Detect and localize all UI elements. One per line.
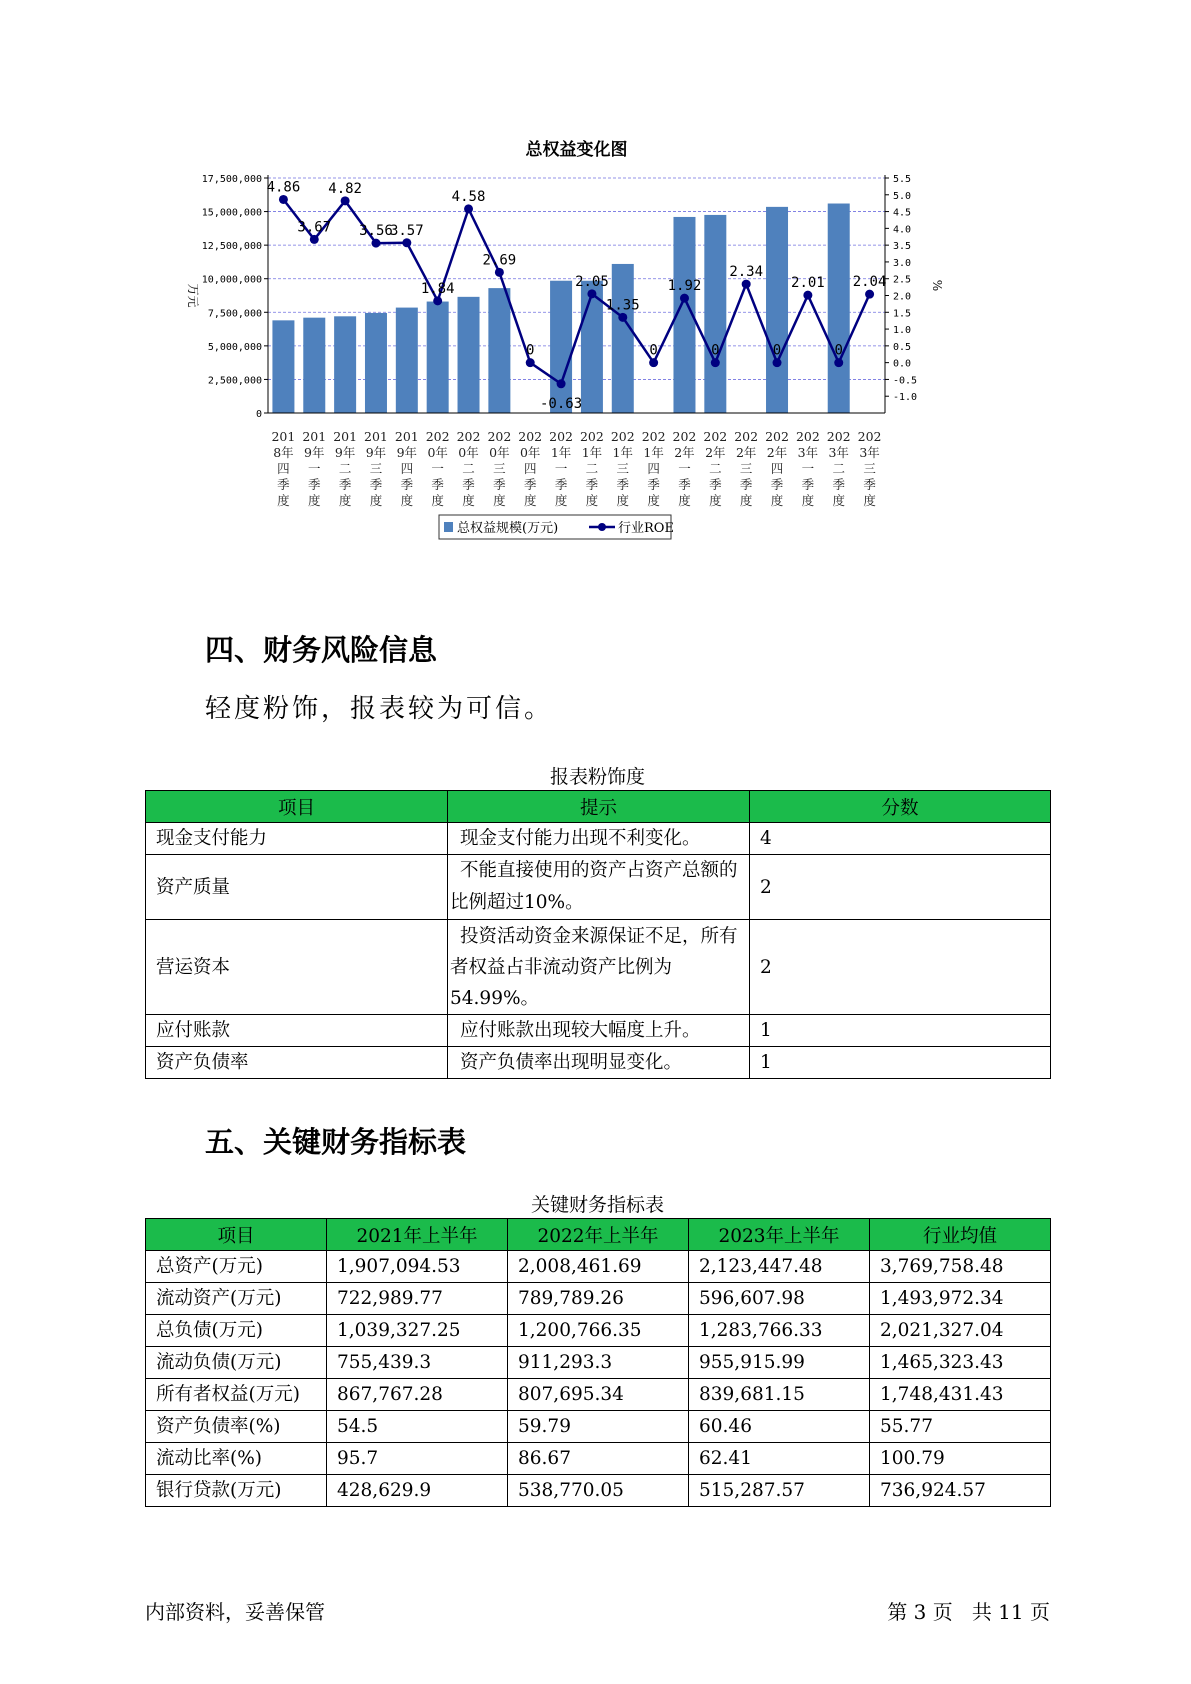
indicator-value: 1,907,094.53 [327,1251,508,1283]
table-row [146,1047,1051,1079]
roe-data-label: 1.35 [605,297,640,314]
legend-bar-label: 总权益规模(万元) [457,521,559,536]
roe-point [711,358,720,367]
roe-data-label: 2.05 [575,273,609,290]
x-tick-label: 四 [523,461,537,476]
indicator-value: 2,021,327.04 [870,1315,1051,1347]
x-tick-label: 季 [585,477,599,492]
header-2022h1: 2022年上半年 [508,1219,689,1251]
x-tick-label: 度 [554,493,568,508]
section5-title: 五、关键财务指标表 [205,1125,467,1159]
indicator-value: 60.46 [689,1411,870,1443]
bar [766,207,788,413]
x-tick-label: 二 [585,461,599,476]
x-tick-label: 202 [579,429,604,444]
indicator-table-caption: 关键财务指标表 [530,1194,664,1216]
header-score: 分数 [750,791,1051,823]
header-item: 项目 [146,1219,327,1251]
x-tick-label: 度 [369,493,383,508]
x-tick-label: 四 [770,461,784,476]
roe-data-label: 3.67 [297,219,332,236]
indicator-value: 911,293.3 [508,1347,689,1379]
roe-data-label: 0 [772,342,782,359]
x-tick-label: 202 [456,429,481,444]
x-tick-label: 三 [863,461,876,476]
footer-note: 内部资料，妥善保管 [145,1600,325,1624]
table-row [146,1443,1051,1475]
y-tick-label: 7,500,000 [207,308,262,320]
y2-tick-label: 5.5 [893,174,912,185]
x-tick-label: 202 [610,429,635,444]
roe-point [495,268,504,277]
y2-tick-label: 0.5 [893,341,912,353]
indicator-value: 1,200,766.35 [508,1315,689,1347]
y2-tick-label: 3.5 [893,241,912,253]
roe-point [680,294,689,303]
y2-tick-label: 3.0 [893,257,912,269]
x-tick-label: 2年 [766,445,788,460]
x-tick-label: 度 [801,493,815,508]
total-equity-chart [175,135,1015,595]
y-axis-label: 万元 [186,283,200,308]
indicator-value: 722,989.77 [327,1283,508,1315]
roe-data-label: 1.84 [420,280,455,297]
table-row [146,1015,1051,1047]
x-tick-label: 季 [770,477,784,492]
roe-point [834,358,843,367]
risk-hint: 投资活动资金来源保证不足，所有者权益占非流动资产比例为54.99%。 [448,920,750,1015]
indicator-name: 所有者权益(万元) [146,1379,327,1411]
x-tick-label: 201 [333,429,358,444]
x-tick-label: 季 [369,477,383,492]
roe-point [310,235,319,244]
x-tick-label: 度 [832,493,845,508]
bar [612,264,634,413]
x-tick-label: 季 [523,477,537,492]
x-tick-label: 度 [585,493,599,508]
bar [272,320,294,413]
risk-item: 资产质量 [146,855,448,920]
x-tick-label: 三 [493,461,506,476]
risk-item: 现金支付能力 [146,823,448,855]
x-tick-label: 二 [709,461,722,476]
x-tick-label: 度 [338,493,352,508]
indicator-value: 1,493,972.34 [870,1283,1051,1315]
x-tick-label: 度 [647,493,660,508]
y-tick-label: 5,000,000 [207,341,262,353]
roe-point [649,358,658,367]
roe-point [279,195,288,204]
legend-bar-swatch [444,522,453,532]
indicator-value: 2,008,461.69 [508,1251,689,1283]
x-tick-label: 度 [770,493,784,508]
x-tick-label: 度 [277,493,290,508]
indicator-value: 1,465,323.43 [870,1347,1051,1379]
roe-data-label: 0 [834,342,843,359]
x-tick-label: 201 [302,429,327,444]
section4-title: 四、财务风险信息 [205,633,438,667]
x-tick-label: 季 [493,477,506,492]
x-tick-label: 一 [431,461,444,476]
x-tick-label: 202 [857,429,882,444]
risk-table [145,790,1051,1079]
roe-data-label: 0 [526,342,535,359]
roe-data-label: 0 [711,342,720,359]
risk-table-header [146,791,1051,823]
bar [550,281,572,413]
x-tick-label: 2年 [705,445,726,460]
x-tick-label: 9年 [396,445,418,460]
y2-tick-label: 4.5 [893,207,912,219]
header-2023h1: 2023年上半年 [689,1219,870,1251]
roe-data-label: 2.34 [729,264,764,281]
risk-hint: 现金支付能力出现不利变化。 [448,823,750,855]
x-tick-label: 度 [616,493,630,508]
risk-score: 2 [750,855,1051,920]
indicator-value: 839,681.15 [689,1379,870,1411]
y2-tick-label: -1.0 [893,392,918,404]
roe-point [742,280,751,289]
bar [427,302,449,413]
x-tick-label: 二 [832,461,845,476]
y2-tick-label: 4.0 [893,224,912,236]
indicator-value: 54.5 [327,1411,508,1443]
x-tick-label: 1年 [612,445,634,460]
x-tick-label: 9年 [304,445,325,460]
x-tick-label: 1年 [581,445,603,460]
legend-line-label: 行业ROE [618,521,674,536]
x-tick-label: 季 [678,477,691,492]
roe-data-label: 0 [649,342,658,359]
x-tick-label: 0年 [458,445,479,460]
indicator-name: 资产负债率(%) [146,1411,327,1443]
x-tick-label: 202 [672,429,697,444]
risk-summary: 轻度粉饰，报表较为可信。 [205,694,554,724]
x-tick-label: 四 [277,461,290,476]
x-tick-label: 度 [400,493,414,508]
x-tick-label: 3年 [859,445,880,460]
x-tick-label: 1年 [643,445,664,460]
bar [396,308,418,413]
table-row [146,855,1051,920]
x-tick-label: 1年 [550,445,572,460]
indicator-value: 1,283,766.33 [689,1315,870,1347]
roe-point [865,290,874,299]
y2-axis-label: % [930,279,944,292]
x-tick-label: 季 [462,477,475,492]
x-tick-label: 季 [863,477,876,492]
risk-hint: 资产负债率出现明显变化。 [448,1047,750,1079]
x-tick-label: 度 [431,493,444,508]
x-tick-label: 季 [709,477,722,492]
indicator-value: 736,924.57 [870,1475,1051,1507]
x-tick-label: 季 [554,477,568,492]
risk-table-caption: 报表粉饰度 [549,766,645,788]
x-tick-label: 季 [431,477,444,492]
x-tick-label: 四 [400,461,414,476]
x-tick-label: 2年 [735,445,757,460]
roe-point [618,313,627,322]
indicator-value: 86.67 [508,1443,689,1475]
x-tick-label: 四 [647,461,660,476]
header-industry-avg: 行业均值 [870,1219,1051,1251]
y-tick-label: 17,500,000 [201,174,262,185]
x-tick-label: 202 [795,429,820,444]
x-tick-label: 202 [703,429,728,444]
table-row [146,1411,1051,1443]
x-tick-label: 202 [487,429,512,444]
risk-score: 2 [750,920,1051,1015]
x-tick-label: 度 [493,493,506,508]
table-row [146,823,1051,855]
table-row [146,1347,1051,1379]
x-tick-label: 9年 [334,445,356,460]
indicator-value: 596,607.98 [689,1283,870,1315]
x-tick-label: 2年 [674,445,695,460]
x-tick-label: 季 [308,477,321,492]
roe-point [464,204,473,213]
roe-point [803,291,812,300]
x-tick-label: 季 [801,477,815,492]
roe-data-label: 4.86 [266,179,301,196]
indicator-value: 2,123,447.48 [689,1251,870,1283]
indicator-value: 955,915.99 [689,1347,870,1379]
y-tick-label: 2,500,000 [207,375,262,387]
indicator-value: 807,695.34 [508,1379,689,1411]
roe-point [557,379,566,388]
x-tick-label: 度 [462,493,475,508]
roe-point [587,289,596,298]
indicator-name: 流动负债(万元) [146,1347,327,1379]
bar [303,318,325,413]
indicator-name: 总负债(万元) [146,1315,327,1347]
header-hint: 提示 [448,791,750,823]
x-tick-label: 度 [863,493,876,508]
risk-item: 营运资本 [146,920,448,1015]
roe-point [433,296,442,305]
indicator-name: 流动资产(万元) [146,1283,327,1315]
indicator-value: 100.79 [870,1443,1051,1475]
x-tick-label: 一 [554,461,568,476]
x-tick-label: 202 [734,429,759,444]
x-tick-label: 201 [394,429,419,444]
indicator-table-header [146,1219,1051,1251]
x-tick-label: 202 [425,429,450,444]
indicator-value: 1,748,431.43 [870,1379,1051,1411]
indicator-value: 62.41 [689,1443,870,1475]
bar [334,316,356,413]
roe-point [341,196,350,205]
indicator-value: 95.7 [327,1443,508,1475]
x-tick-label: 二 [338,461,352,476]
x-tick-label: 3年 [797,445,819,460]
x-tick-label: 三 [739,461,753,476]
chart-title: 总权益变化图 [525,140,628,160]
x-tick-label: 度 [678,493,691,508]
roe-point [402,238,411,247]
y2-tick-label: 1.0 [893,325,912,337]
table-row [146,1475,1051,1507]
bar [704,215,726,413]
indicator-table [145,1218,1051,1507]
x-tick-label: 0年 [427,445,448,460]
table-row [146,1251,1051,1283]
x-tick-label: 季 [616,477,630,492]
indicator-value: 1,039,327.25 [327,1315,508,1347]
legend-line-marker [598,523,606,531]
x-tick-label: 度 [709,493,722,508]
x-tick-label: 8年 [273,445,294,460]
roe-data-label: 3.57 [389,222,424,239]
x-tick-label: 二 [462,461,475,476]
y2-tick-label: 2.0 [893,291,912,303]
y2-tick-label: 0.0 [893,358,912,370]
indicator-value: 515,287.57 [689,1475,870,1507]
x-tick-label: 度 [523,493,537,508]
y-tick-label: 0 [255,409,262,420]
x-tick-label: 一 [678,461,691,476]
indicator-value: 3,769,758.48 [870,1251,1051,1283]
table-row [146,1379,1051,1411]
header-item: 项目 [146,791,448,823]
x-tick-label: 季 [832,477,845,492]
roe-point [371,239,380,248]
roe-data-label: 3.56 [359,223,393,240]
indicator-value: 538,770.05 [508,1475,689,1507]
y-tick-label: 10,000,000 [201,274,262,286]
roe-data-label: 4.58 [451,188,486,205]
roe-data-label: 2.01 [791,275,825,292]
x-tick-label: 季 [400,477,414,492]
x-tick-label: 一 [308,461,321,476]
page-number: 第 3 页 共 11 页 [887,1600,1050,1624]
x-tick-label: 0年 [489,445,510,460]
x-tick-label: 三 [369,461,383,476]
roe-point [773,358,782,367]
header-2021h1: 2021年上半年 [327,1219,508,1251]
x-tick-label: 0年 [519,445,541,460]
x-tick-label: 3年 [828,445,849,460]
x-tick-label: 季 [338,477,352,492]
bar [488,288,510,413]
y-tick-label: 12,500,000 [201,241,262,253]
indicator-value: 55.77 [870,1411,1051,1443]
indicator-value: 867,767.28 [327,1379,508,1411]
x-tick-label: 202 [549,429,574,444]
bar [828,204,850,413]
table-row [146,1283,1051,1315]
x-tick-label: 季 [739,477,753,492]
x-tick-label: 一 [801,461,815,476]
roe-data-label: -0.63 [539,395,583,412]
x-tick-label: 9年 [365,445,387,460]
indicator-name: 流动比率(%) [146,1443,327,1475]
bar [365,313,387,413]
indicator-value: 789,789.26 [508,1283,689,1315]
table-row [146,1315,1051,1347]
x-tick-label: 202 [765,429,789,444]
x-tick-label: 201 [364,429,388,444]
risk-score: 1 [750,1047,1051,1079]
x-tick-label: 201 [271,429,296,444]
risk-item: 应付账款 [146,1015,448,1047]
x-tick-label: 度 [739,493,753,508]
roe-data-label: 2.04 [852,274,887,291]
x-tick-label: 202 [641,429,666,444]
indicator-value: 59.79 [508,1411,689,1443]
roe-point [526,358,535,367]
x-tick-label: 202 [518,429,543,444]
table-row [146,920,1051,1015]
x-tick-label: 202 [826,429,851,444]
x-tick-label: 度 [308,493,321,508]
risk-hint: 应付账款出现较大幅度上升。 [448,1015,750,1047]
risk-item: 资产负债率 [146,1047,448,1079]
risk-score: 1 [750,1015,1051,1047]
indicator-value: 428,629.9 [327,1475,508,1507]
roe-data-label: 2.69 [482,252,517,269]
y2-tick-label: -0.5 [893,375,918,387]
y-tick-label: 15,000,000 [201,207,262,219]
bar [458,297,480,413]
indicator-name: 银行贷款(万元) [146,1475,327,1507]
x-tick-label: 季 [647,477,660,492]
roe-data-label: 1.92 [667,278,702,295]
risk-hint: 不能直接使用的资产占资产总额的比例超过10%。 [448,855,750,920]
y2-tick-label: 5.0 [893,190,912,202]
indicator-name: 总资产(万元) [146,1251,327,1283]
y2-tick-label: 2.5 [893,274,912,286]
risk-score: 4 [750,823,1051,855]
indicator-value: 755,439.3 [327,1347,508,1379]
x-tick-label: 三 [616,461,630,476]
x-tick-label: 季 [277,477,290,492]
y2-tick-label: 1.5 [893,308,912,320]
roe-data-label: 4.82 [328,180,362,197]
